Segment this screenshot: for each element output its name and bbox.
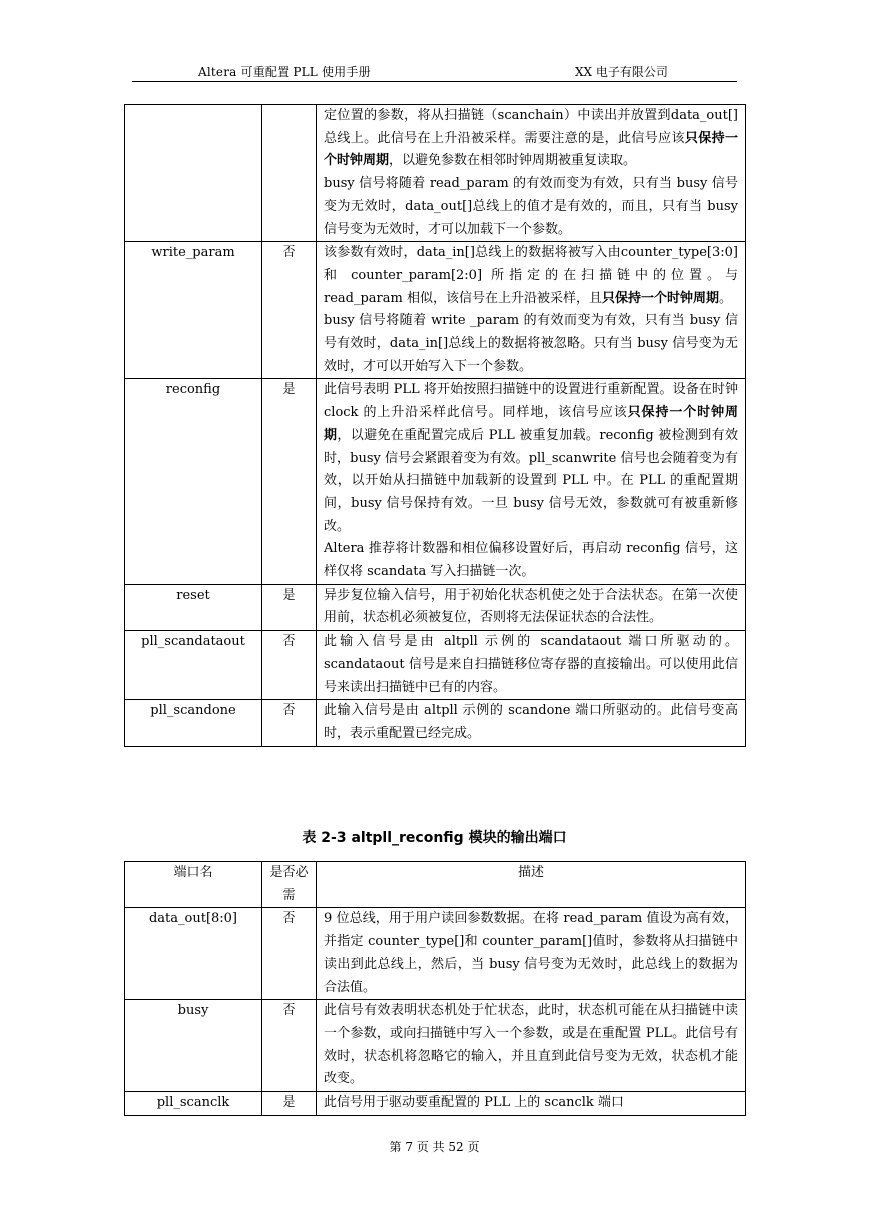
description-cell bbox=[317, 908, 746, 1000]
emphasis-text: 只保持一个时钟周期 bbox=[601, 290, 719, 306]
description-text: Altera 推荐将计数器和相位偏移设置好后，再启动 reconfig 信号，这样仅将 scandata 写入扫描链一次。 bbox=[324, 541, 738, 580]
description-text: 。 bbox=[719, 290, 733, 306]
port-name-cell: reset bbox=[125, 584, 262, 630]
header-description: 描述 bbox=[317, 862, 746, 908]
description-cell bbox=[317, 242, 746, 379]
description-text: 该参数有效时，data_in[]总线上的数据将被写入由counter_type[3:0]和 counter_param[2:0] 所指定的在扫描链中的位置。与 read_param 相似，该信号在上升沿被采样，且 bbox=[324, 245, 738, 306]
description-paragraph bbox=[324, 538, 738, 583]
description-text: busy 信号将随着 write _param 的有效而变为有效，只有当 busy 信号有效时，data_in[]总线上的数据将被忽略。只有当 busy 信号变为无效时，才可以开始写入下一个参数。 bbox=[324, 313, 738, 374]
description-text: 定位置的参数，将从扫描链（scanchain）中读出并放置到data_out[]总线上。此信号在上升沿被采样。需要注意的是，此信号应该 bbox=[324, 108, 738, 146]
description-paragraph bbox=[324, 631, 738, 699]
page-footer: 第 7 页 共 52 页 bbox=[389, 1140, 480, 1154]
description-paragraph bbox=[324, 310, 738, 378]
description-text: busy 信号将随着 read_param 的有效而变为有效，只有当 busy 信号变为无效时，data_out[]总线上的值才是有效的，而且，只有当 busy 信号变为无效时，才可以加载下一个参数。 bbox=[324, 176, 738, 237]
required-cell: 是 bbox=[262, 1092, 317, 1116]
description-text: 此信号表明 PLL 将开始按照扫描链中的设置进行重新配置。设备在时钟 clock 的上升沿采样此信号。同样地，该信号应该 bbox=[324, 382, 738, 421]
description-cell bbox=[317, 584, 746, 630]
output-ports-table bbox=[124, 861, 746, 1116]
description-text: 此输入信号是由 altpll 示例的 scandataout 端口所驱动的。scandataout 信号是来自扫描链移位寄存器的直接输出。可以使用此信号来读出扫描链中已有的内容。 bbox=[324, 634, 738, 695]
description-cell bbox=[317, 700, 746, 746]
required-cell: 是 bbox=[262, 584, 317, 630]
description-cell bbox=[317, 379, 746, 584]
header-right-company: XX 电子有限公司 bbox=[575, 65, 668, 79]
table-row bbox=[125, 584, 746, 630]
description-text: 此输入信号是由 altpll 示例的 scandone 端口所驱动的。此信号变高时，表示重配置已经完成。 bbox=[324, 703, 738, 741]
emphasis-text: 只保持一个时钟周期 bbox=[324, 130, 738, 169]
description-paragraph bbox=[324, 908, 738, 999]
table-caption: 表 2-3 altpll_reconfig 模块的输出端口 bbox=[302, 830, 567, 846]
description-text: 此信号有效表明状态机处于忙状态，此时，状态机可能在从扫描链中读一个参数，或向扫描链中写入一个参数，或是在重配置 PLL。此信号有效时，状态机将忽略它的输入，并且直到此信号变为无效，状态机才能改变。 bbox=[324, 1003, 738, 1087]
description-paragraph bbox=[324, 585, 738, 630]
port-name-cell bbox=[125, 105, 262, 242]
required-cell: 否 bbox=[262, 242, 317, 379]
description-text: 异步复位输入信号，用于初始化状态机使之处于合法状态。在第一次使用前，状态机必须被复位，否则将无法保证状态的合法性。 bbox=[324, 587, 738, 626]
required-cell: 是 bbox=[262, 379, 317, 584]
port-name-cell: write_param bbox=[125, 242, 262, 379]
required-cell bbox=[262, 105, 317, 242]
description-cell bbox=[317, 631, 746, 700]
description-text: ，以避免在重配置完成后 PLL 被重复加载。reconfig 被检测到有效时，busy 信号会紧跟着变为有效。pll_scanwrite 信号也会随着变为有效，以开始从扫描链中加载新的设置到 PLL 中。在 PLL 的重配置期间，busy 信号保持有效。一旦 busy 信号无效，参数就可有被重新修改。 bbox=[324, 427, 738, 534]
description-paragraph bbox=[324, 379, 738, 538]
table-row bbox=[125, 379, 746, 584]
port-name-cell: pll_scanclk bbox=[125, 1092, 262, 1116]
description-cell bbox=[317, 1000, 746, 1092]
header-port-name: 端口名 bbox=[125, 862, 262, 908]
table-row bbox=[125, 700, 746, 746]
header-required: 是否必需 bbox=[262, 862, 317, 908]
emphasis-text: 只保持一个时钟周期 bbox=[324, 405, 738, 443]
description-paragraph bbox=[324, 700, 738, 745]
description-paragraph bbox=[324, 105, 738, 173]
description-text: 此信号用于驱动要重配置的 PLL 上的 scanclk 端口 bbox=[324, 1095, 624, 1111]
required-cell: 否 bbox=[262, 1000, 317, 1092]
table-row bbox=[125, 1092, 746, 1116]
description-cell bbox=[317, 1092, 746, 1116]
required-cell: 否 bbox=[262, 631, 317, 700]
description-cell bbox=[317, 105, 746, 242]
port-name-cell: pll_scandone bbox=[125, 700, 262, 746]
description-paragraph bbox=[324, 1092, 738, 1115]
required-cell: 否 bbox=[262, 908, 317, 1000]
table-row bbox=[125, 105, 746, 242]
description-text: ，以避免参数在相邻时钟周期被重复读取。 bbox=[389, 153, 637, 169]
description-paragraph bbox=[324, 173, 738, 241]
description-text: 9 位总线，用于用户读回参数数据。在将 read_param 值设为高有效，并指定 counter_type[]和 counter_param[]值时，参数将从扫描链中读出到此总线上，然后，当 busy 信号变为无效时，此总线上的数据为合法值。 bbox=[324, 911, 738, 995]
description-paragraph bbox=[324, 242, 738, 310]
header-left-title: Altera 可重配置 PLL 使用手册 bbox=[198, 65, 371, 79]
port-name-cell: reconfig bbox=[125, 379, 262, 584]
port-name-cell: busy bbox=[125, 1000, 262, 1092]
header-rule bbox=[132, 81, 737, 82]
table-row bbox=[125, 1000, 746, 1092]
table-header-row bbox=[125, 862, 746, 908]
description-paragraph bbox=[324, 1000, 738, 1091]
table-row bbox=[125, 631, 746, 700]
port-name-cell: pll_scandataout bbox=[125, 631, 262, 700]
table-row bbox=[125, 908, 746, 1000]
input-ports-table-continued bbox=[124, 104, 746, 747]
required-cell: 否 bbox=[262, 700, 317, 746]
port-name-cell: data_out[8:0] bbox=[125, 908, 262, 1000]
table-row bbox=[125, 242, 746, 379]
